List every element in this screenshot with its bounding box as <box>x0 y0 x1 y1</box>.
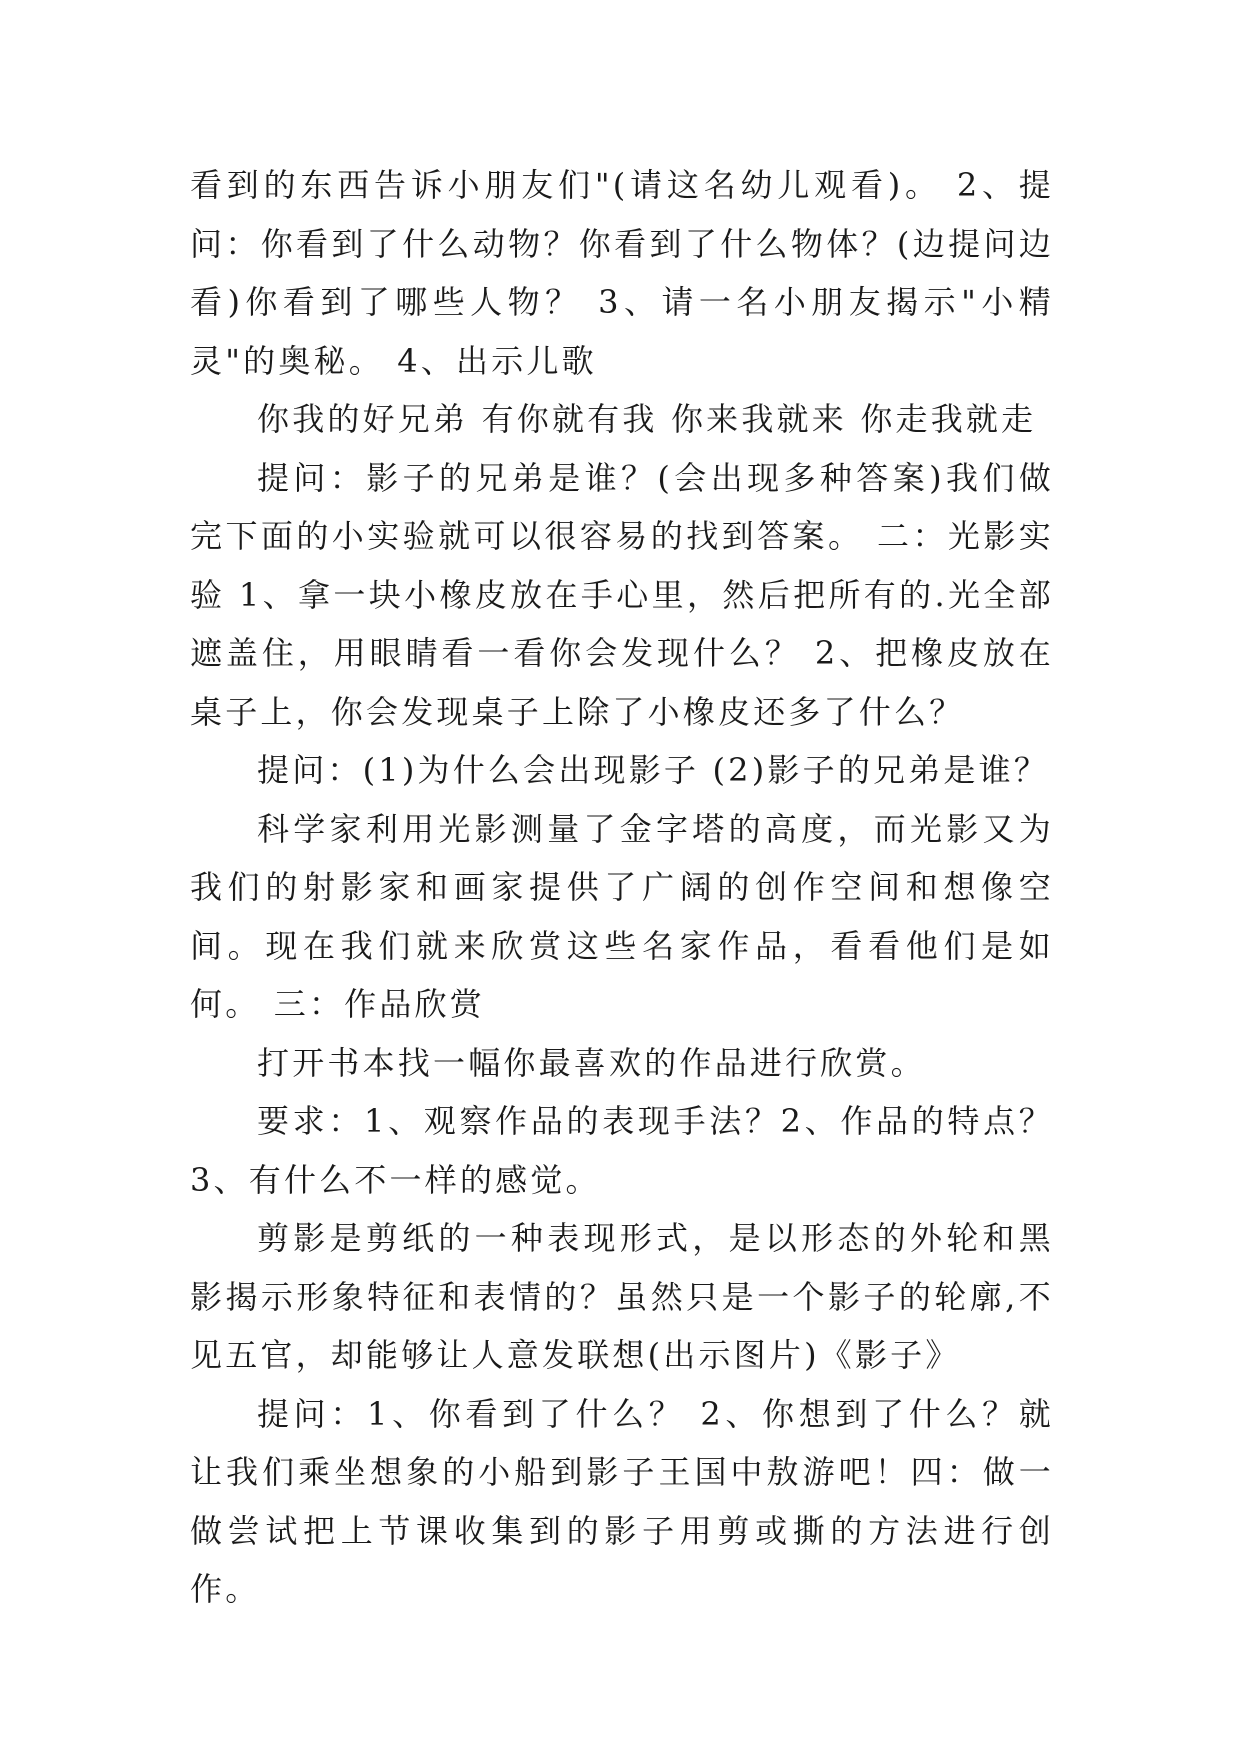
paragraph: 剪影是剪纸的一种表现形式，是以形态的外轮和黑影揭示形象特征和表情的？虽然只是一个影子的轮廓,不见五官，却能够让人意发联想(出示图片)《影子》 <box>190 1219 1054 1374</box>
paragraph: 要求：1、观察作品的表现手法？2、作品的特点？3、有什么不一样的感觉。 <box>190 1102 1054 1199</box>
paragraph: 提问：1、你看到了什么？ 2、你想到了什么？就让我们乘坐想象的小船到影子王国中敖游吧！四：做一做尝试把上节课收集到的影子用剪或撕的方法进行创作。 <box>190 1394 1054 1608</box>
paragraph: 你我的好兄弟 有你就有我 你来我就来 你走我就走 <box>257 400 1037 438</box>
paragraph: 提问：影子的兄弟是谁？(会出现多种答案)我们做完下面的小实验就可以很容易的找到答案。 二：光影实验 1、拿一块小橡皮放在手心里，然后把所有的.光全部遮盖住，用眼睛看一看你会发现什么？ 2、把橡皮放在桌子上，你会发现桌子上除了小橡皮还多了什么？ <box>190 458 1054 731</box>
paragraph: 科学家利用光影测量了金字塔的高度，而光影又为我们的射影家和画家提供了广阔的创作空间和想像空间。现在我们就来欣赏这些名家作品，看看他们是如何。 三：作品欣赏 <box>190 809 1054 1023</box>
paragraph: 打开书本找一幅你最喜欢的作品进行欣赏。 <box>257 1043 926 1082</box>
paragraph: 看到的东西告诉小朋友们"(请这名幼儿观看)。 2、提问：你看到了什么动物？你看到了什么物体？(边提问边看)你看到了哪些人物？ 3、请一名小朋友揭示"小精灵"的奥秘。 4、出示儿歌 <box>190 166 1054 380</box>
document-body <box>190 156 1054 1619</box>
paragraph: 提问：(1)为什么会出现影子 (2)影子的兄弟是谁？ <box>257 751 1050 789</box>
